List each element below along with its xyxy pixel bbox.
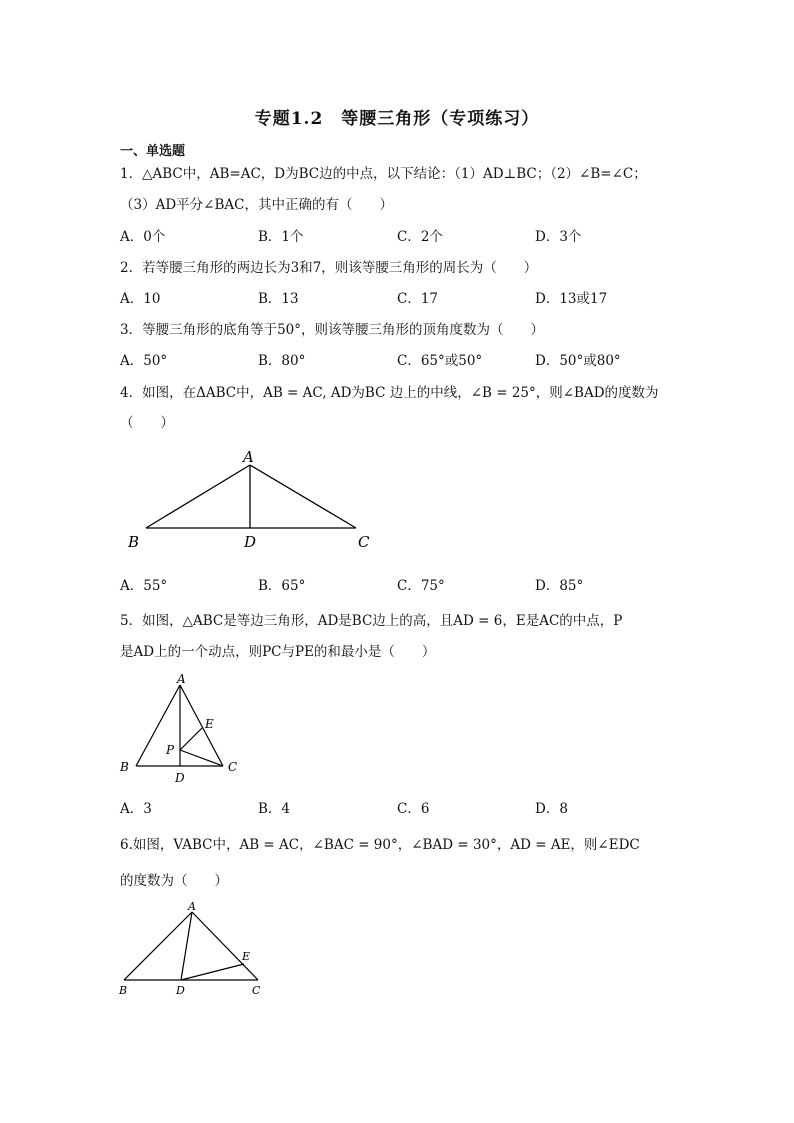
q5-option-b[interactable]: B．4	[258, 801, 291, 817]
q5-label-c: C	[228, 760, 238, 774]
q1-stem-line1: 1．△ABC中，AB=AC，D为BC边的中点，以下结论：（1）AD⊥BC；（2）∠B=∠C；	[120, 166, 647, 182]
q2-stem: 2．若等腰三角形的两边长为3和7，则该等腰三角形的周长为（ ）	[120, 260, 538, 276]
q1-option-d[interactable]: D．3个	[535, 229, 582, 245]
q3-option-b[interactable]: B．80°	[258, 353, 306, 369]
q6-label-c: C	[252, 984, 261, 997]
q3-stem: 3．等腰三角形的底角等于50°，则该等腰三角形的顶角度数为（ ）	[120, 322, 545, 338]
q4-triangle-figure	[120, 445, 390, 555]
page-title: 专题1.2 等腰三角形（专项练习）	[254, 109, 540, 129]
q5-stem-line1: 5．如图，△ABC是等边三角形，AD是BC边上的高，且AD = 6，E是AC的中点，P	[120, 613, 623, 629]
q4-option-c[interactable]: C．75°	[397, 578, 445, 594]
q1-option-a[interactable]: A．0个	[120, 229, 166, 245]
q5-option-c[interactable]: C．6	[397, 801, 430, 817]
q5-label-a: A	[177, 672, 186, 686]
q4-label-a: A	[243, 448, 254, 466]
q3-option-d[interactable]: D．50°或80°	[535, 353, 621, 369]
q4-label-b: B	[128, 533, 140, 551]
q5-label-p: P	[166, 743, 175, 757]
q3-option-a[interactable]: A．50°	[120, 353, 168, 369]
q6-label-a: A	[188, 900, 196, 913]
q5-label-b: B	[120, 760, 129, 774]
q4-option-d[interactable]: D．85°	[535, 578, 584, 594]
q1-stem-line2: （3）AD平分∠BAC，其中正确的有（ ）	[120, 197, 393, 213]
q6-label-d: D	[176, 984, 185, 997]
q6-stem-line2: 的度数为（ ）	[120, 873, 228, 889]
q2-option-c[interactable]: C．17	[397, 291, 439, 307]
section-heading: 一、单选题	[120, 144, 186, 159]
q5-triangle-figure	[114, 672, 254, 787]
q6-triangle-figure	[114, 898, 274, 998]
q6-stem-line1: 6.如图，VABC中，AB = AC，∠BAC = 90°，∠BAD = 30°，AD = AE，则∠EDC	[120, 837, 640, 853]
q5-label-e: E	[205, 717, 214, 731]
q6-label-e: E	[242, 950, 251, 963]
q5-option-a[interactable]: A．3	[120, 801, 152, 817]
q4-label-c: C	[358, 533, 370, 551]
q4-stem-line2: （ ）	[120, 415, 174, 431]
q5-stem-line2: 是AD上的一个动点，则PC与PE的和最小是（ ）	[120, 644, 436, 660]
q5-option-d[interactable]: D．8	[535, 801, 568, 817]
q2-option-d[interactable]: D．13或17	[535, 291, 608, 307]
q1-option-b[interactable]: B．1个	[258, 229, 304, 245]
q4-stem-line1: 4．如图，在ΔABC中，AB = AC, AD为BC 边上的中线，∠B = 25°，则∠BAD的度数为	[120, 385, 659, 401]
q4-option-b[interactable]: B．65°	[258, 578, 306, 594]
q4-label-d: D	[244, 533, 257, 551]
q2-option-b[interactable]: B．13	[258, 291, 299, 307]
q1-option-c[interactable]: C．2个	[397, 229, 443, 245]
q5-label-d: D	[175, 771, 185, 785]
q4-option-a[interactable]: A．55°	[120, 578, 168, 594]
q2-option-a[interactable]: A．10	[120, 291, 161, 307]
q6-label-b: B	[119, 984, 128, 997]
q3-option-c[interactable]: C．65°或50°	[397, 353, 483, 369]
